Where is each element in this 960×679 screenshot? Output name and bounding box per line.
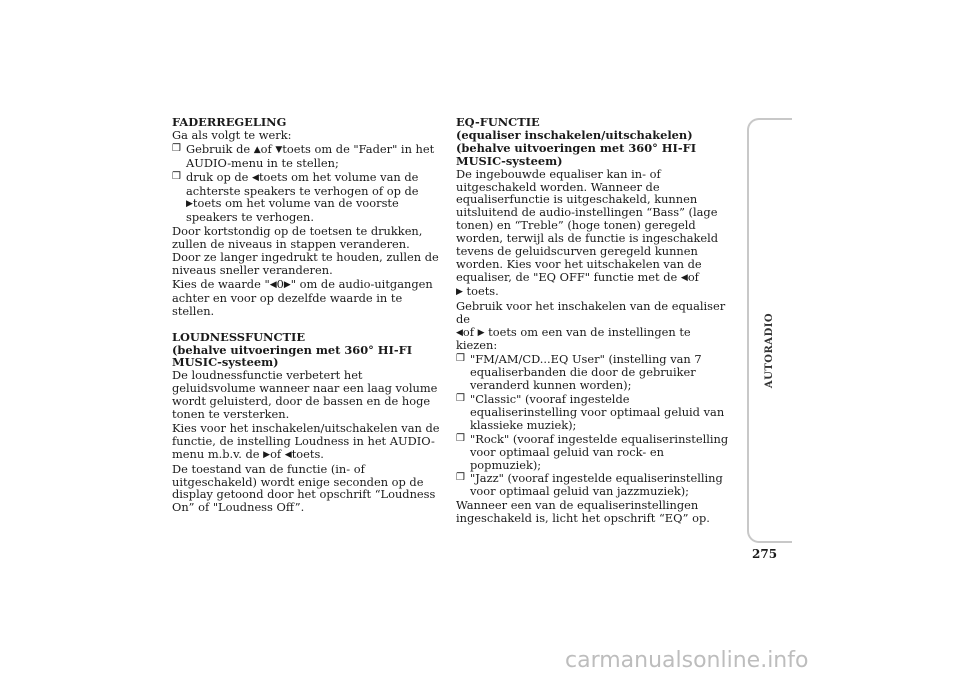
bullet-box-icon: ❒ [456,432,465,444]
right-arrow-icon: ▶ [186,199,193,210]
eq-bullet-3: ❒ "Rock" (vooraf ingestelde equaliserinstelling voor optimaal geluid van rock- en popmuziek); [456,431,729,472]
fader-intro: Ga als volgt te werk: [172,127,292,142]
right-arrow-icon: ▶ [456,286,463,297]
fader-bullet-2: ❒ druk op de ◀toets om het volume van de achterste speakers te verhogen of op de ▶toets om het volume van de voorste speakers te verhogen. [172,169,419,225]
bullet-box-icon: ❒ [456,472,465,484]
left-column [172,116,440,515]
loudness-subheading: (behalve uitvoeringen met 360° HI-FI MUSIC-systeem) [172,342,413,370]
page-number: 275 [752,547,778,561]
bullet-box-icon: ❒ [456,353,465,365]
loudness-paragraph-3: De toestand van de functie (in- of uitgeschakeld) wordt enige seconden op de display getoond door het opschrift “Loudness On” of "Loudness Off”. [172,461,436,515]
fader-bullet-1: ❒ Gebruik de ▲of ▼toets om de "Fader" in het AUDIO-menu in te stellen; [172,141,435,170]
eq-subheading-1: (equaliser inschakelen/uitschakelen) [456,127,693,142]
bullet-box-icon: ❒ [172,170,181,182]
loudness-paragraph-2: Kies voor het inschakelen/uitschakelen van de functie, de instelling Loudness in het AUDIO-menu m.b.v. de ▶of ◀toets. [172,420,440,461]
fader-paragraph-1: Door kortstondig op de toetsen te drukken, zullen de niveaus in stappen veranderen. Door ze langer ingedrukt te houden, zullen de niveaus sneller veranderen. [172,224,439,277]
right-arrow-icon: ▶ [263,449,271,460]
eq-bullet-1: ❒ "FM/AM/CD...EQ User" (instelling van 7 equaliserbanden die door de gebruiker veranderd kunnen worden); [456,352,702,393]
eq-bullet-2: ❒ "Classic" (vooraf ingestelde equaliserinstelling voor optimaal geluid van klassieke muziek); [456,392,725,432]
down-arrow-icon: ▼ [275,144,283,155]
watermark: carmanualsonline.info [565,648,809,673]
up-arrow-icon: ▲ [253,144,261,155]
left-arrow-icon: ◀ [252,172,259,183]
loudness-paragraph-1: De loudnessfunctie verbetert het geluidsvolume wanneer naar een laag volume wordt geluisterd, door de bassen en de hoge tonen te versterken. [172,368,438,422]
left-arrow-icon: ◀ [269,279,277,290]
right-arrow-icon: ▶ [477,327,485,338]
eq-heading: EQ-FUNCTIE [456,115,540,129]
left-arrow-icon: ◀ [456,327,463,338]
eq-paragraph-1: De ingebouwde equaliser kan in- of uitgeschakeld worden. Wanneer de equaliserfunctie is uitgeschakeld, kunnen uitsluitend de audio-instellingen “Bass” (lage tonen) en “Treble” (hoge tonen) geregeld worden, terwijl als de functie is ingeschakeld tevens de geluidscurven geregeld kunnen worden. Kies voor het uitschakelen van de equaliser, de "EQ OFF" functie met de ◀of ▶ toets. [456,166,719,298]
left-arrow-icon: ◀ [284,449,292,460]
left-arrow-icon: ◀ [680,272,688,283]
section-tab-label: AUTORADIO [764,312,776,388]
eq-bullet-4: ❒ "Jazz" (vooraf ingestelde equaliserinstelling voor optimaal geluid van jazzmuziek); [456,471,723,499]
eq-subheading-2: (behalve uitvoeringen met 360° HI-FI MUSIC-systeem) [456,140,697,168]
fader-heading: FADERREGELING [172,115,287,129]
eq-paragraph-2: Gebruik voor het inschakelen van de equaliser de ◀of ▶ toets om een van de instellingen te kiezen: [456,298,726,353]
bullet-box-icon: ❒ [172,142,181,154]
bullet-box-icon: ❒ [456,393,465,405]
fader-paragraph-2: Kies de waarde "◀0▶" om de audio-uitgangen achter en voor op dezelfde waarde in te stellen. [172,276,433,318]
right-column [456,116,734,526]
eq-paragraph-3: Wanneer een van de equaliserinstellingen ingeschakeld is, licht het opschrift “EQ” op. [456,498,710,526]
loudness-heading: LOUDNESSFUNCTIE [172,329,306,344]
right-arrow-icon: ▶ [283,279,291,290]
